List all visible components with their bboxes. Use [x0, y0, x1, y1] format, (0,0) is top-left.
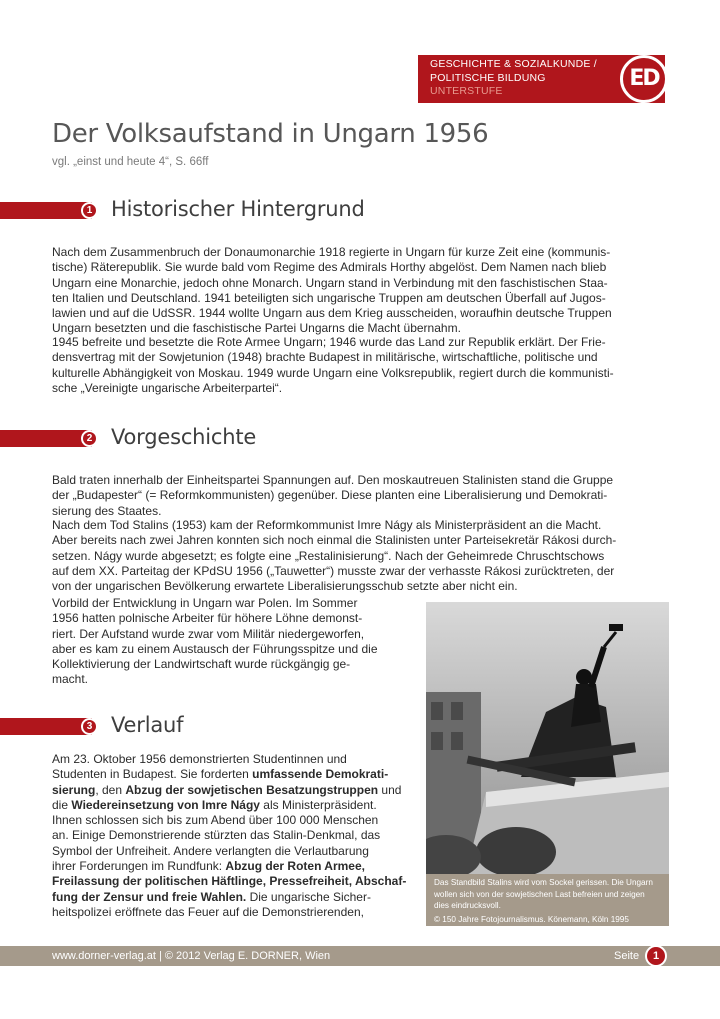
section-2-number: 2 [81, 430, 98, 447]
text-line: Kollektivierung der Landwirtschaft wurde rückgängig ge- [52, 657, 351, 672]
text-line: lawien und auf die UdSSR. 1944 wollte Ungarn aus dem Krieg ausscheiden, woraufhin deutsche Truppen [52, 306, 612, 321]
section-2-paragraph-1 [52, 473, 613, 519]
text-line: sierung des Staates. [52, 503, 162, 518]
section-1-paragraph-1 [52, 245, 612, 337]
text-line: fung der Zensur und freie Wahlen. Die ungarische Sicher- [52, 889, 371, 904]
text-line: Nach dem Zusammenbruch der Donaumonarchie 1918 regierte in Ungarn für kurze Zeit eine (kommunis- [52, 245, 611, 259]
text-line: riert. Der Aufstand wurde zwar vom Militär niedergeworfen, [52, 626, 365, 641]
section-1-bar [0, 202, 92, 219]
text-line: sierung, den Abzug der sowjetischen Besatzungstruppen und [52, 782, 402, 797]
text-line: 1945 befreite und besetzte die Rote Armee Ungarn; 1946 wurde das Land zur Republik erklärt. Der Frie- [52, 335, 606, 349]
text-line: auf dem XX. Parteitag der KPdSU 1956 („Tauwetter“) musste zwar der verhasste Rákosi zurücktreten, der [52, 563, 615, 578]
text-line: an. Einige Demonstrierende stürzten das Stalin-Denkmal, das [52, 828, 381, 843]
text-line: Studenten in Budapest. Sie forderten umfassende Demokrati- [52, 767, 389, 782]
text-line: kulturelle Abhängigkeit von Moskau. 1949 wurde Ungarn eine Volksrepublik, regiert durch die kommunisti- [52, 365, 614, 380]
subject-line-3: UNTERSTUFE [430, 85, 503, 97]
subject-label [430, 58, 597, 99]
section-2-paragraph-2 [52, 518, 616, 594]
text-line: Symbol der Unfreiheit. Andere verlangten die Verlautbarung [52, 843, 369, 858]
caption-text: Das Standbild Stalins wird vom Sockel gerissen. Die Ungarn wollen sich von der sowjetischen Last befreien und zeigen dies eindrucksvoll. [434, 878, 653, 910]
section-2-paragraph-3 [52, 596, 378, 688]
photo-caption [426, 874, 669, 926]
section-1-number: 1 [81, 202, 98, 219]
text-line: densvertrag mit der Sowjetunion (1948) brachte Budapest in militärische, wirtschaftliche, politische und [52, 350, 598, 365]
photo-illustration [426, 602, 669, 874]
text-line: heitspolizei eröffnete das Feuer auf die Demonstrierenden, [52, 904, 364, 919]
section-2-title: Vorgeschichte [111, 425, 257, 449]
publisher-logo: ED [620, 55, 668, 103]
section-3-bar [0, 718, 92, 735]
text-line: aber es kam zu einem Austausch der Führungsspitze und die [52, 641, 378, 656]
section-3-paragraph [52, 752, 406, 920]
text-line: der „Budapester“ (= Reformkommunisten) gegenüber. Diese planten eine Liberalisierung und Demokrati- [52, 488, 608, 503]
text-line: tische) Räterepublik. Sie wurde bald vom Regime des Admirals Horthy abgelöst. Dem Namen nach blieb [52, 260, 607, 275]
section-3-title: Verlauf [111, 713, 184, 737]
footer-page-number: 1 [645, 945, 667, 967]
page-title: Der Volksaufstand in Ungarn 1956 [52, 119, 489, 149]
section-1-title: Historischer Hintergrund [111, 197, 365, 221]
footer-publisher-link[interactable]: www.dorner-verlag.at | © 2012 Verlag E. DORNER, Wien [52, 950, 331, 962]
text-line: von der ungarischen Bevölkerung erwartete Liberalisierungsschub setzte aber nicht ein. [52, 579, 518, 594]
text-line: Vorbild der Entwicklung in Ungarn war Polen. Im Sommer [52, 596, 358, 610]
text-line: Ungarn besetzten und die faschistische Partei Ungarns die Macht übernahm. [52, 321, 461, 336]
section-2-bar [0, 430, 92, 447]
text-line: setzen. Nágy wurde abgesetzt; es folgte eine „Restalinisierung“. Nach der Geheimrede Chruschtschows [52, 548, 605, 563]
page-subtitle: vgl. „einst und heute 4“, S. 66ff [52, 156, 209, 168]
stalin-statue-photo [426, 602, 669, 874]
caption-credit: © 150 Jahre Fotojournalismus. Könemann, Köln 1995 [434, 914, 629, 924]
text-line: ihrer Forderungen im Rundfunk: Abzug der Roten Armee, [52, 859, 365, 874]
section-1-paragraph-2 [52, 335, 614, 396]
footer-page-label: Seite [614, 950, 640, 962]
text-line: Aber bereits nach zwei Jahren konnten sich noch einmal die Stalinisten unter Parteisekretär Rákosi durch- [52, 533, 617, 548]
text-line: macht. [52, 672, 89, 687]
text-line: Ungarn eine Monarchie, jedoch ohne Monarch. Ungarn stand in Verbindung mit den faschistischen Staa- [52, 275, 608, 290]
subject-line-2: POLITISCHE BILDUNG [430, 71, 546, 84]
text-line: Am 23. Oktober 1956 demonstrierten Studentinnen und [52, 752, 347, 766]
subject-line-1: GESCHICHTE & SOZIALKUNDE / [430, 58, 597, 70]
text-line: ten Italien und Deutschland. 1941 beteiligten sich ungarische Truppen am deutschen Überfall auf Jugos- [52, 290, 606, 305]
text-line: die Wiedereinsetzung von Imre Nágy als Ministerpräsident. [52, 797, 377, 812]
text-line: Bald traten innerhalb der Einheitspartei Spannungen auf. Den moskautreuen Stalinisten stand die Gruppe [52, 473, 614, 487]
text-line: 1956 hatten polnische Arbeiter für höhere Löhne demonst- [52, 611, 363, 626]
text-line: Freilassung der politischen Häftlinge, Pressefreiheit, Abschaf- [52, 874, 407, 889]
text-line: Nach dem Tod Stalins (1953) kam der Reformkommunist Imre Nágy als Ministerpräsident an die Macht. [52, 518, 602, 532]
text-line: sche „Vereinigte ungarische Arbeiterpartei“. [52, 380, 283, 395]
section-3-number: 3 [81, 718, 98, 735]
text-line: Ihnen schlossen sich bis zum Abend über 100 000 Menschen [52, 813, 379, 828]
